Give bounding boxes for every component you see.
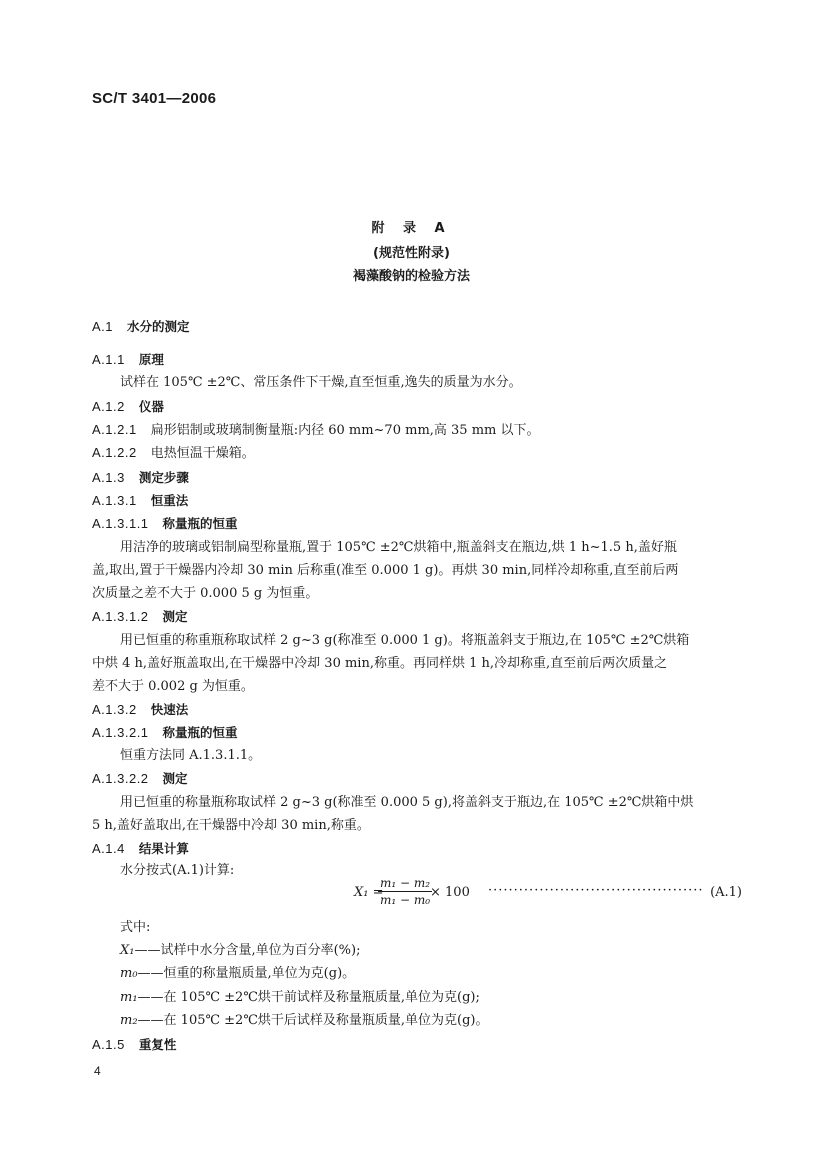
section-heading-a1-3-1: A.1.3.1 恒重法: [92, 493, 189, 508]
clause-a1-2-1: A.1.2.1 扁形铝制或玻璃制衡量瓶:内径 60 mm~70 mm,高 35 mm 以下。: [92, 422, 540, 438]
paragraph-line: 用洁净的玻璃或铝制扁型称量瓶,置于 105℃ ±2℃烘箱中,瓶盖斜支在瓶边,烘 1 h~1.5 h,盖好瓶: [120, 540, 677, 555]
annex-type: (规范性附录): [373, 246, 450, 261]
paragraph-line: 盖,取出,置于干燥器内冷却 30 min 后称重(准至 0.000 1 g)。再烘 30 min,同样冷却称重,直至前后两: [92, 563, 679, 578]
paragraph-line: 恒重方法同 A.1.3.1.1。: [120, 748, 262, 763]
section-heading-a1-3: A.1.3 测定步骤: [92, 470, 189, 485]
clause-a1-2-2: A.1.2.2 电热恒温干燥箱。: [92, 445, 255, 461]
formula-a1: [92, 875, 742, 915]
where-label: 式中:: [120, 920, 151, 935]
formula-numerator: m₁ − m₂: [380, 876, 431, 890]
paragraph-line: 用已恒重的称重瓶称取试样 2 g~3 g(称准至 0.000 1 g)。将瓶盖斜支于瓶边,在 105℃ ±2℃烘箱: [120, 633, 690, 648]
where-item: m₀——恒重的称量瓶质量,单位为克(g)。: [120, 966, 356, 981]
paragraph-line: 用已恒重的称量瓶称取试样 2 g~3 g(称准至 0.000 5 g),将盖斜支于瓶边,在 105℃ ±2℃烘箱中烘: [120, 795, 694, 810]
section-heading-a1-3-2-2: A.1.3.2.2 测定: [92, 771, 188, 786]
section-heading-a1-5: A.1.5 重复性: [92, 1037, 177, 1052]
standard-number: SC/T 3401—2006: [92, 90, 217, 107]
section-heading-a1-1: A.1.1 原理: [92, 352, 164, 367]
paragraph-line: 中烘 4 h,盖好瓶盖取出,在干燥器中冷却 30 min,称重。再同样烘 1 h,冷却称重,直至前后两次质量之: [92, 656, 668, 671]
where-item: X₁——试样中水分含量,单位为百分率(%);: [120, 943, 361, 958]
annex-title: 附 录 A: [371, 221, 452, 236]
section-heading-a1: A.1 水分的测定: [92, 319, 190, 334]
section-heading-a1-2: A.1.2 仪器: [92, 399, 164, 414]
paragraph-line: 水分按式(A.1)计算:: [120, 863, 235, 878]
section-heading-a1-3-2: A.1.3.2 快速法: [92, 702, 189, 717]
section-heading-a1-3-2-1: A.1.3.2.1 称量瓶的恒重: [92, 725, 238, 740]
paragraph-line: 次质量之差不大于 0.000 5 g 为恒重。: [92, 586, 319, 601]
page-number: 4: [94, 1064, 101, 1078]
formula-fraction: [378, 875, 432, 908]
paragraph-line: 5 h,盖好盖取出,在干燥器中冷却 30 min,称重。: [92, 818, 370, 833]
paragraph-line: 差不大于 0.002 g 为恒重。: [92, 679, 254, 694]
formula-leader-dots: ··········································: [488, 883, 704, 898]
paragraph-principle: 试样在 105℃ ±2℃、常压条件下干燥,直至恒重,逸失的质量为水分。: [120, 375, 522, 390]
section-heading-a1-3-1-2: A.1.3.1.2 测定: [92, 609, 188, 624]
section-heading-a1-4: A.1.4 结果计算: [92, 841, 189, 856]
section-heading-a1-3-1-1: A.1.3.1.1 称量瓶的恒重: [92, 516, 238, 531]
where-item: m₂——在 105℃ ±2℃烘干后试样及称量瓶质量,单位为克(g)。: [120, 1013, 489, 1028]
formula-lhs: X₁ =: [354, 885, 384, 900]
formula-multiplier: × 100: [430, 885, 470, 900]
formula-denominator: m₁ − m₀: [380, 893, 431, 907]
formula-reference: (A.1): [710, 885, 742, 900]
annex-name: 褐藻酸钠的检验方法: [352, 269, 470, 284]
where-item: m₁——在 105℃ ±2℃烘干前试样及称量瓶质量,单位为克(g);: [120, 990, 480, 1005]
